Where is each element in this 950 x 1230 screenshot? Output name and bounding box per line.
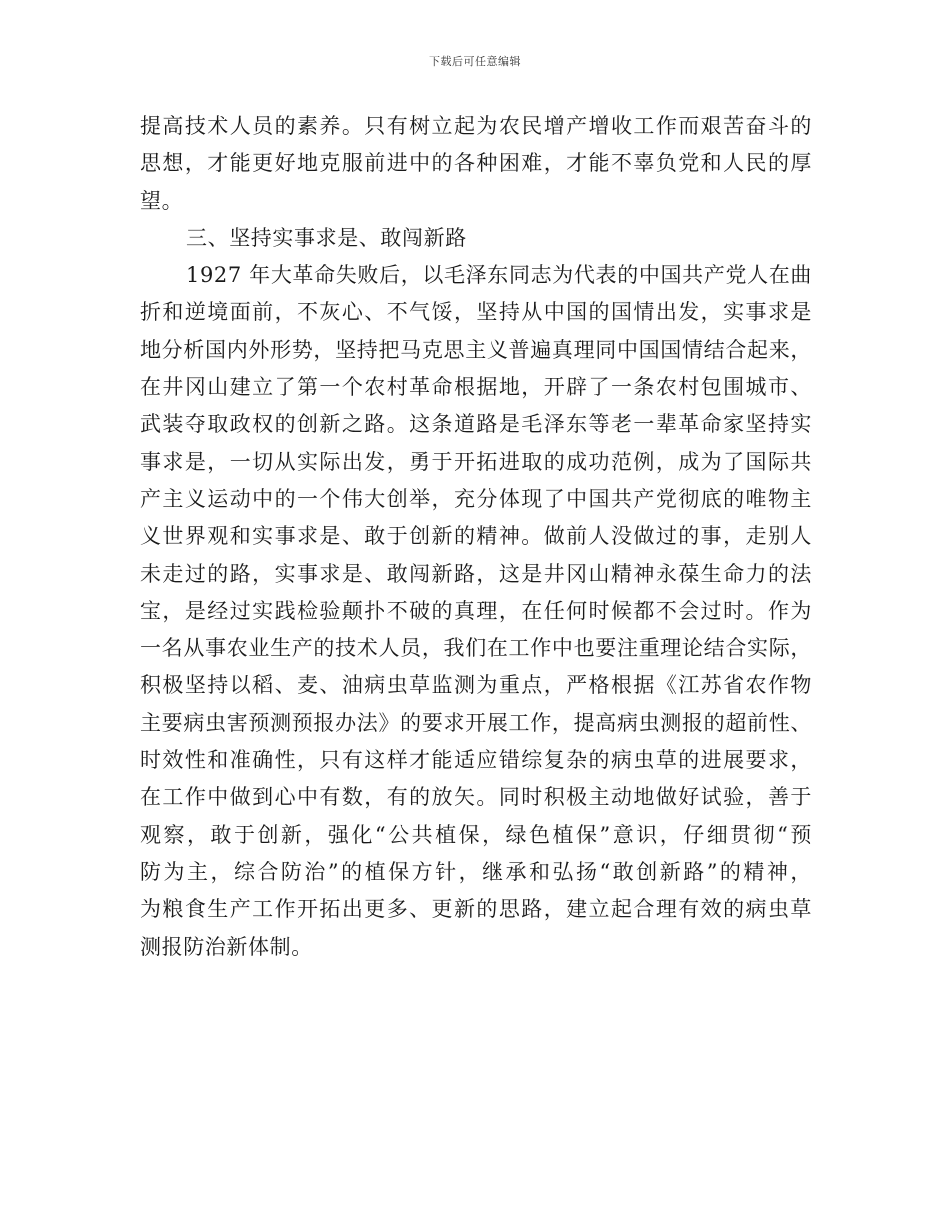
text-line: 事求是，一切从实际出发，勇于开拓进取的成功范例，成为了国际共 [140,449,812,474]
text-line: 思想，才能更好地克服前进中的各种困难，才能不辜负党和人民的厚 [140,151,812,176]
text-line: 主要病虫害预测预报办法》的要求开展工作，提高病虫测报的超前性、 [140,710,812,735]
text-line: 武装夺取政权的创新之路。这条道路是毛泽东等老一辈革命家坚持实 [140,412,812,437]
text-line: 在工作中做到心中有数，有的放矢。同时积极主动地做好试验，善于 [140,785,812,810]
text-line: 防为主，综合防治”的植保方针，继承和弘扬“敢创新路”的精神， [140,859,812,884]
text-line: 测报防治新体制。 [140,934,313,959]
text-line: 产主义运动中的一个伟大创举，充分体现了中国共产党彻底的唯物主 [140,486,812,511]
text-line: 为粮食生产工作开拓出更多、更新的思路，建立起合理有效的病虫草 [140,897,812,922]
text-line: 地分析国内外形势，坚持把马克思主义普遍真理同中国国情结合起来， [140,337,812,362]
text-line: 折和逆境面前，不灰心、不气馁，坚持从中国的国情出发，实事求是 [140,300,812,325]
text-line: 观察，敢于创新，强化“公共植保，绿色植保”意识，仔细贯彻“预 [140,822,812,847]
page-header: 下载后可任意编辑 [429,55,521,68]
text-line: 提高技术人员的素养。只有树立起为农民增产增收工作而艰苦奋斗的 [140,114,812,138]
text-line: 望。 [140,188,184,213]
text-line: 在井冈山建立了第一个农村革命根据地，开辟了一条农村包围城市、 [140,375,812,400]
section-heading: 三、坚持实事求是、敢闯新路 [186,225,467,250]
text-line: 未走过的路，实事求是、敢闯新路，这是井冈山精神永葆生命力的法 [140,561,812,586]
text-line: 一名从事农业生产的技术人员，我们在工作中也要注重理论结合实际， [140,636,812,661]
text-line: 1927 年大革命失败后，以毛泽东同志为代表的中国共产党人在曲 [186,263,812,288]
document-body [140,108,812,966]
text-line: 时效性和准确性，只有这样才能适应错综复杂的病虫草的进展要求， [140,748,812,773]
text-line: 宝，是经过实践检验颠扑不破的真理，在任何时候都不会过时。作为 [140,598,812,623]
text-line: 义世界观和实事求是、敢于创新的精神。做前人没做过的事，走别人 [140,524,812,549]
text-line: 积极坚持以稻、麦、油病虫草监测为重点，严格根据《江苏省农作物 [140,673,812,698]
